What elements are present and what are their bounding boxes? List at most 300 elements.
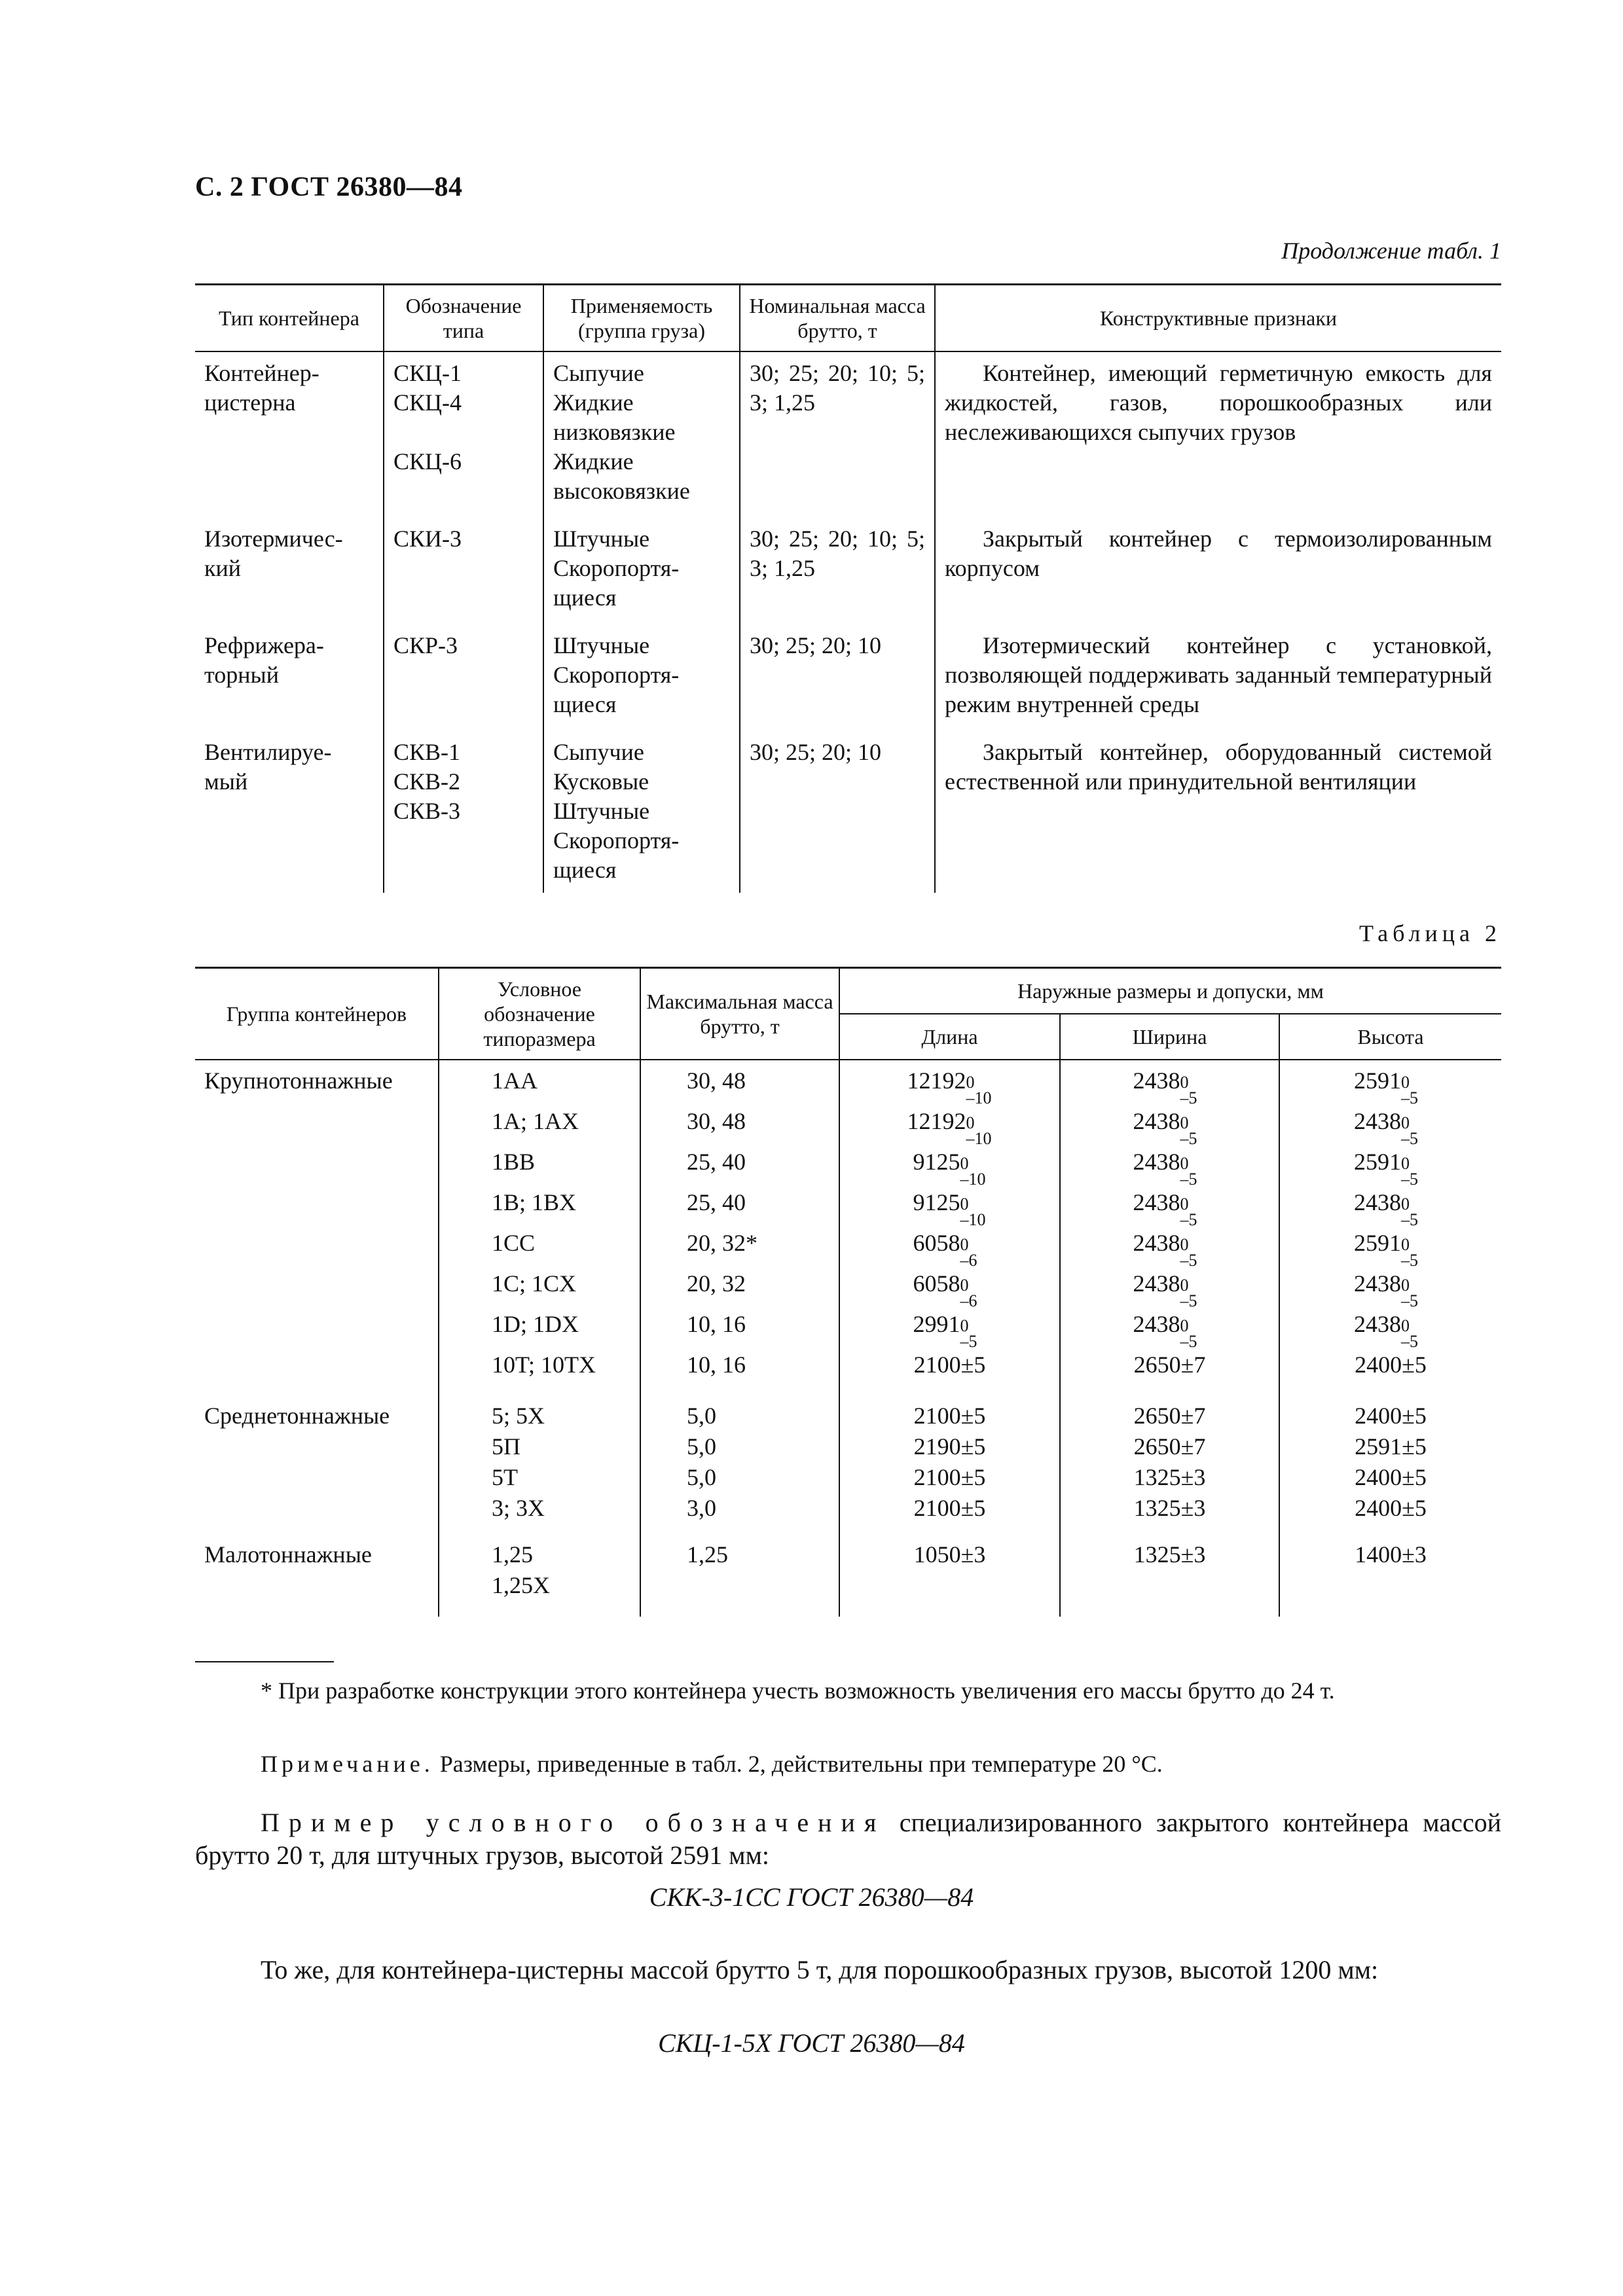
- tolerance: [1180, 1273, 1207, 1310]
- tolerance-upper: 0: [966, 1113, 975, 1132]
- dimension-value: 2438 0 –5: [1133, 1270, 1207, 1297]
- col-header-height: Высота: [1279, 1014, 1501, 1060]
- dimension-value: 2438 0 –5: [1354, 1311, 1427, 1337]
- dimension-value: 2438 0 –5: [1133, 1311, 1207, 1337]
- cell-line: высоковязкие: [553, 478, 690, 504]
- cell-line: [393, 418, 534, 447]
- dimension-value: 2591 0 –5: [1354, 1149, 1427, 1175]
- cell-line: СКВ-2: [393, 768, 461, 795]
- tolerance-lower: –5: [1401, 1088, 1418, 1107]
- tolerance-lower: –5: [1180, 1331, 1197, 1351]
- tolerance-upper: 0: [1180, 1194, 1189, 1213]
- max-mass: 10, 16: [687, 1311, 746, 1337]
- tolerance-lower: –5: [1401, 1331, 1418, 1351]
- tolerance-lower: –5: [1401, 1128, 1418, 1148]
- cell-height: [1279, 1060, 1501, 1385]
- tolerance-lower: –5: [1401, 1250, 1418, 1270]
- group-name: Среднетоннажные: [204, 1403, 390, 1429]
- cell-use: [543, 351, 740, 518]
- group-row: [195, 1401, 1501, 1524]
- tolerance: [1180, 1192, 1207, 1229]
- tolerance: [1180, 1070, 1207, 1107]
- cell-features: Закрытый контейнер с термоизолированным корпусом: [935, 518, 1501, 624]
- cell-length: [839, 1539, 1060, 1601]
- length: [849, 1493, 1050, 1524]
- table-1: [195, 283, 1501, 893]
- length: [849, 1344, 1050, 1385]
- length: [849, 1060, 1050, 1107]
- tolerance-lower: –5: [1401, 1169, 1418, 1189]
- cell-size-code: [439, 1401, 640, 1524]
- tolerance: [1401, 1314, 1427, 1351]
- tolerance-upper: 0: [1180, 1234, 1189, 1254]
- cell-size-code: [439, 1539, 640, 1601]
- width: [1070, 1101, 1269, 1148]
- cell-line: Скоропортя-: [553, 827, 680, 853]
- dimension-value: 9125 0 –10: [913, 1149, 987, 1175]
- table-row: [195, 351, 1501, 518]
- size-code: 5; 5X: [492, 1403, 545, 1429]
- tolerance-upper: 0: [1180, 1316, 1189, 1335]
- col-header-dimensions: Наружные размеры и допуски, мм: [839, 968, 1501, 1014]
- length: [849, 1570, 1050, 1601]
- tolerance-upper: 0: [1180, 1275, 1189, 1295]
- group-spacer: [195, 1524, 1501, 1539]
- tolerance-lower: –10: [966, 1128, 992, 1148]
- cell-line: Сыпучие: [553, 360, 644, 386]
- length: [849, 1401, 1050, 1431]
- tolerance-upper: 0: [1401, 1153, 1410, 1173]
- cell-line: мый: [204, 768, 248, 795]
- cell-line: щиеся: [553, 691, 617, 717]
- col-header-length: Длина: [839, 1014, 1060, 1060]
- spacer-cell: [1060, 1524, 1279, 1539]
- length: [849, 1101, 1050, 1148]
- width: [1070, 1141, 1269, 1189]
- height: [1289, 1060, 1492, 1107]
- spacer-cell: [1060, 1601, 1279, 1617]
- page-header: С. 2 ГОСТ 26380—84: [195, 172, 463, 202]
- col-header-max-mass: Максимальная масса брутто, т: [640, 968, 839, 1060]
- spacer-cell: [1279, 1524, 1501, 1539]
- example-paragraph: [195, 1806, 1501, 1872]
- tolerance-lower: –5: [960, 1331, 977, 1351]
- spacer-cell: [1279, 1601, 1501, 1617]
- cell-line: Вентилируе-: [204, 739, 332, 765]
- max-mass: 30, 48: [687, 1108, 746, 1134]
- tolerance: [1401, 1273, 1427, 1310]
- tolerance-upper: 0: [966, 1072, 975, 1092]
- tolerance-upper: 0: [1180, 1113, 1189, 1132]
- dimension-value: 2100±5: [913, 1352, 986, 1378]
- length: [849, 1431, 1050, 1462]
- dimension-value: 1050±3: [913, 1541, 986, 1568]
- dimension-value: 12192 0 –10: [907, 1108, 993, 1134]
- width: [1070, 1539, 1269, 1570]
- cell-max-mass: [640, 1401, 839, 1524]
- width: [1070, 1344, 1269, 1385]
- cell-mass: 30; 25; 20; 10: [740, 731, 935, 893]
- width: [1070, 1304, 1269, 1351]
- cell-code: [384, 624, 543, 731]
- tolerance: [960, 1314, 987, 1351]
- tolerance: [960, 1192, 987, 1229]
- height: [1289, 1570, 1492, 1601]
- spacer-cell: [439, 1524, 640, 1539]
- tolerance-upper: 0: [960, 1234, 969, 1254]
- cell-code: [384, 518, 543, 624]
- tolerance: [966, 1070, 993, 1107]
- cell-line: Скоропортя-: [553, 662, 680, 688]
- length: [849, 1462, 1050, 1493]
- cell-width: [1060, 1060, 1279, 1385]
- spacer-cell: [1060, 1385, 1279, 1401]
- example-text: специализированного закрытого контейнера массой брутто 20 т, для штучных грузов, высотой 2591 мм:: [195, 1808, 1501, 1870]
- size-code: 1,25: [492, 1541, 533, 1568]
- col-header-group: Группа контейнеров: [195, 968, 439, 1060]
- group-name: Малотоннажные: [204, 1541, 372, 1568]
- dimension-value: 1400±3: [1355, 1541, 1427, 1568]
- width: [1070, 1223, 1269, 1270]
- spacer-cell: [195, 1385, 439, 1401]
- table-row: [195, 518, 1501, 624]
- cell-type: [195, 731, 384, 893]
- tolerance-upper: 0: [1401, 1072, 1410, 1092]
- height: [1289, 1101, 1492, 1148]
- max-mass: 25, 40: [687, 1189, 746, 1215]
- size-code: 1A; 1AX: [492, 1108, 579, 1134]
- col-header-mass: Номинальная масса брутто, т: [740, 285, 935, 352]
- cell-use: [543, 518, 740, 624]
- dimension-value: 6058 0 –6: [913, 1230, 987, 1256]
- dimension-value: 1325±3: [1133, 1541, 1206, 1568]
- cell-code: [384, 731, 543, 893]
- note: [195, 1749, 1501, 1779]
- cell-line: щиеся: [553, 584, 617, 611]
- dimension-value: 2650±7: [1133, 1433, 1206, 1460]
- cell-type: [195, 518, 384, 624]
- tolerance-lower: –6: [960, 1291, 977, 1310]
- size-code: 1BB: [492, 1149, 536, 1175]
- cell-mass: 30; 25; 20; 10; 5; 3; 1,25: [740, 351, 935, 518]
- max-mass: 5,0: [687, 1464, 716, 1490]
- max-mass: [687, 1570, 830, 1601]
- max-mass: 5,0: [687, 1403, 716, 1429]
- tolerance: [1401, 1151, 1427, 1189]
- cell-max-mass: [640, 1060, 839, 1385]
- cell-type: [195, 624, 384, 731]
- dimension-value: 2100±5: [913, 1403, 986, 1429]
- width: [1070, 1060, 1269, 1107]
- cell-width: [1060, 1539, 1279, 1601]
- spacer-cell: [640, 1385, 839, 1401]
- table-row: [195, 624, 1501, 731]
- height: [1289, 1263, 1492, 1310]
- cell-line: Штучные: [553, 798, 650, 824]
- group-name: Крупнотоннажные: [204, 1067, 393, 1094]
- spacer-cell: [439, 1385, 640, 1401]
- footnote: * При разработке конструкции этого контейнера учесть возможность увеличения его массы брутто до 24 т.: [261, 1677, 1335, 1704]
- height: [1289, 1344, 1492, 1385]
- table-row: [195, 731, 1501, 893]
- table-bottom-spacer: [195, 1601, 1501, 1617]
- spacer-cell: [195, 1601, 439, 1617]
- spacer-cell: [195, 1524, 439, 1539]
- cell-size-code: [439, 1060, 640, 1385]
- tolerance-upper: 0: [1180, 1072, 1189, 1092]
- cell-line: Жидкие: [553, 389, 634, 416]
- cell-group: [195, 1401, 439, 1524]
- dimension-value: 2100±5: [913, 1495, 986, 1521]
- length: [849, 1223, 1050, 1270]
- size-code: 1AA: [492, 1067, 538, 1094]
- cell-line: Рефрижера-: [204, 632, 324, 658]
- cell-line: цистерна: [204, 389, 296, 416]
- example-paragraph-2: То же, для контейнера-цистерны массой брутто 5 т, для порошкообразных грузов, высотой 1200 мм:: [261, 1955, 1379, 1984]
- tolerance-lower: –10: [960, 1169, 986, 1189]
- tolerance: [960, 1232, 987, 1270]
- tolerance: [960, 1273, 987, 1310]
- cell-line: Штучные: [553, 632, 650, 658]
- cell-group: [195, 1060, 439, 1385]
- height: [1289, 1223, 1492, 1270]
- tolerance: [966, 1111, 993, 1148]
- size-code: 1,25X: [492, 1572, 550, 1598]
- height: [1289, 1431, 1492, 1462]
- cell-line: СКР-3: [393, 632, 458, 658]
- tolerance-upper: 0: [960, 1194, 969, 1213]
- dimension-value: 2438 0 –5: [1133, 1230, 1207, 1256]
- max-mass: 5,0: [687, 1433, 716, 1460]
- dimension-value: 2400±5: [1355, 1464, 1427, 1490]
- width: [1070, 1263, 1269, 1310]
- size-code: 1D; 1DX: [492, 1311, 579, 1337]
- tolerance-upper: 0: [1401, 1194, 1410, 1213]
- width: [1070, 1401, 1269, 1431]
- tolerance-lower: –5: [1180, 1250, 1197, 1270]
- cell-line: Скоропортя-: [553, 555, 680, 581]
- cell-line: низковязкие: [553, 419, 676, 445]
- dimension-value: 9125 0 –10: [913, 1189, 987, 1215]
- dimension-value: 12192 0 –10: [907, 1067, 993, 1094]
- cell-features: Закрытый контейнер, оборудованный системой естественной или принудительной вентиляции: [935, 731, 1501, 893]
- dimension-value: 2650±7: [1133, 1403, 1206, 1429]
- footnote-rule: [195, 1661, 334, 1662]
- cell-use: [543, 731, 740, 893]
- spacer-cell: [640, 1524, 839, 1539]
- spacer-cell: [839, 1601, 1060, 1617]
- table-2: [195, 967, 1501, 1617]
- cell-line: кий: [204, 555, 242, 581]
- cell-line: торный: [204, 662, 279, 688]
- cell-code: [384, 351, 543, 518]
- tolerance-upper: 0: [960, 1153, 969, 1173]
- cell-line: Штучные: [553, 526, 650, 552]
- cell-line: СКЦ-6: [393, 448, 462, 475]
- size-code: 5T: [492, 1464, 518, 1490]
- col-header-size-code: Условное обозначение типоразмера: [439, 968, 640, 1060]
- dimension-value: 2190±5: [913, 1433, 986, 1460]
- cell-width: [1060, 1401, 1279, 1524]
- max-mass: 30, 48: [687, 1067, 746, 1094]
- tolerance: [1180, 1232, 1207, 1270]
- group-spacer: [195, 1385, 1501, 1401]
- cell-line: СКИ-3: [393, 526, 462, 552]
- tolerance: [1401, 1111, 1427, 1148]
- dimension-value: 2591 0 –5: [1354, 1230, 1427, 1256]
- tolerance-upper: 0: [960, 1275, 969, 1295]
- cell-group: [195, 1539, 439, 1601]
- dimension-value: 2438 0 –5: [1133, 1067, 1207, 1094]
- tolerance-lower: –5: [1180, 1169, 1197, 1189]
- size-code: 1C; 1CX: [492, 1270, 577, 1297]
- cell-features: Контейнер, имеющий герметичную емкость для жидкостей, газов, порошкообразных или неслеживающихся сыпучих грузов: [935, 351, 1501, 518]
- table-1-header-row: [195, 285, 1501, 352]
- spacer-cell: [839, 1385, 1060, 1401]
- max-mass: 10, 16: [687, 1352, 746, 1378]
- length: [849, 1263, 1050, 1310]
- tolerance-upper: 0: [960, 1316, 969, 1335]
- max-mass: 25, 40: [687, 1149, 746, 1175]
- size-code: 1B; 1BX: [492, 1189, 577, 1215]
- cell-features: Изотермический контейнер с установкой, позволяющей поддерживать заданный температурный режим внутренней среды: [935, 624, 1501, 731]
- tolerance-upper: 0: [1401, 1316, 1410, 1335]
- max-mass: 20, 32*: [687, 1230, 757, 1256]
- width: [1070, 1493, 1269, 1524]
- dimension-value: 2400±5: [1355, 1403, 1427, 1429]
- dimension-value: 2400±5: [1355, 1495, 1427, 1521]
- dimension-value: 2438 0 –5: [1133, 1189, 1207, 1215]
- cell-length: [839, 1060, 1060, 1385]
- dimension-value: 2591 0 –5: [1354, 1067, 1427, 1094]
- cell-line: Жидкие: [553, 448, 634, 475]
- tolerance: [1180, 1111, 1207, 1148]
- tolerance-upper: 0: [1401, 1275, 1410, 1295]
- cell-mass: 30; 25; 20; 10; 5; 3; 1,25: [740, 518, 935, 624]
- dimension-value: 2591±5: [1355, 1433, 1427, 1460]
- tolerance-lower: –6: [960, 1250, 977, 1270]
- width: [1070, 1182, 1269, 1229]
- tolerance: [1180, 1314, 1207, 1351]
- tolerance-lower: –5: [1401, 1210, 1418, 1229]
- height: [1289, 1304, 1492, 1351]
- dimension-value: 2991 0 –5: [913, 1311, 987, 1337]
- cell-length: [839, 1401, 1060, 1524]
- table-2-header-row: [195, 968, 1501, 1014]
- height: [1289, 1462, 1492, 1493]
- dimension-value: 2438 0 –5: [1354, 1189, 1427, 1215]
- designation-example-1: СКК-3-1СС ГОСТ 26380—84: [649, 1882, 974, 1912]
- height: [1289, 1493, 1492, 1524]
- spacer-cell: [439, 1601, 640, 1617]
- width: [1070, 1431, 1269, 1462]
- cell-line: Сыпучие: [553, 739, 644, 765]
- designation-example-2: СКЦ-1-5Х ГОСТ 26380—84: [658, 2028, 965, 2058]
- cell-line: СКЦ-4: [393, 389, 462, 416]
- tolerance: [1401, 1192, 1427, 1229]
- example-label: Пример условного обозначения: [261, 1808, 886, 1837]
- cell-line: Кусковые: [553, 768, 649, 795]
- size-code: 10T; 10TX: [492, 1352, 596, 1378]
- tolerance: [1180, 1151, 1207, 1189]
- col-header-type: Тип контейнера: [195, 285, 384, 352]
- cell-height: [1279, 1539, 1501, 1601]
- width: [1070, 1462, 1269, 1493]
- length: [849, 1141, 1050, 1189]
- height: [1289, 1141, 1492, 1189]
- width: [1070, 1570, 1269, 1601]
- cell-type: [195, 351, 384, 518]
- dimension-value: 1325±3: [1133, 1495, 1206, 1521]
- length: [849, 1539, 1050, 1570]
- tolerance-lower: –5: [1401, 1291, 1418, 1310]
- tolerance-lower: –10: [960, 1210, 986, 1229]
- tolerance-lower: –5: [1180, 1128, 1197, 1148]
- cell-mass: 30; 25; 20; 10: [740, 624, 935, 731]
- cell-line: Контейнер-: [204, 360, 319, 386]
- spacer-cell: [640, 1601, 839, 1617]
- tolerance-lower: –5: [1180, 1088, 1197, 1107]
- tolerance: [1401, 1232, 1427, 1270]
- tolerance-upper: 0: [1180, 1153, 1189, 1173]
- cell-line: щиеся: [553, 857, 617, 883]
- cell-line: СКВ-3: [393, 798, 461, 824]
- size-code: 5П: [492, 1433, 520, 1460]
- spacer-cell: [839, 1524, 1060, 1539]
- height: [1289, 1539, 1492, 1570]
- cell-line: СКЦ-1: [393, 360, 462, 386]
- tolerance-upper: 0: [1401, 1113, 1410, 1132]
- tolerance: [960, 1151, 987, 1189]
- length: [849, 1304, 1050, 1351]
- dimension-value: 2400±5: [1355, 1352, 1427, 1378]
- max-mass: 1,25: [687, 1541, 728, 1568]
- group-row: [195, 1060, 1501, 1385]
- dimension-value: 6058 0 –6: [913, 1270, 987, 1297]
- spacer-cell: [1279, 1385, 1501, 1401]
- max-mass: 3,0: [687, 1495, 716, 1521]
- dimension-value: 2438 0 –5: [1354, 1108, 1427, 1134]
- note-text: Размеры, приведенные в табл. 2, действительны при температуре 20 °С.: [433, 1751, 1163, 1777]
- dimension-value: 2100±5: [913, 1464, 986, 1490]
- tolerance-upper: 0: [1401, 1234, 1410, 1254]
- size-code: 3; 3X: [492, 1495, 545, 1521]
- table-continuation-label: Продолжение табл. 1: [1281, 238, 1501, 264]
- length: [849, 1182, 1050, 1229]
- group-row: [195, 1539, 1501, 1601]
- dimension-value: 2650±7: [1133, 1352, 1206, 1378]
- size-code: 1CC: [492, 1230, 536, 1256]
- tolerance-lower: –5: [1180, 1291, 1197, 1310]
- col-header-features: Конструктивные признаки: [935, 285, 1501, 352]
- height: [1289, 1401, 1492, 1431]
- cell-line: Изотермичес-: [204, 526, 343, 552]
- cell-max-mass: [640, 1539, 839, 1601]
- tolerance-lower: –5: [1180, 1210, 1197, 1229]
- col-header-use: Применяемость (группа груза): [543, 285, 740, 352]
- dimension-value: 2438 0 –5: [1133, 1108, 1207, 1134]
- col-header-width: Ширина: [1060, 1014, 1279, 1060]
- cell-use: [543, 624, 740, 731]
- tolerance-lower: –10: [966, 1088, 992, 1107]
- cell-line: СКВ-1: [393, 739, 461, 765]
- note-label: Примечание.: [261, 1751, 434, 1777]
- tolerance: [1401, 1070, 1427, 1107]
- cell-height: [1279, 1401, 1501, 1524]
- table-2-caption: Таблица 2: [1359, 920, 1501, 946]
- dimension-value: 2438 0 –5: [1354, 1270, 1427, 1297]
- dimension-value: 1325±3: [1133, 1464, 1206, 1490]
